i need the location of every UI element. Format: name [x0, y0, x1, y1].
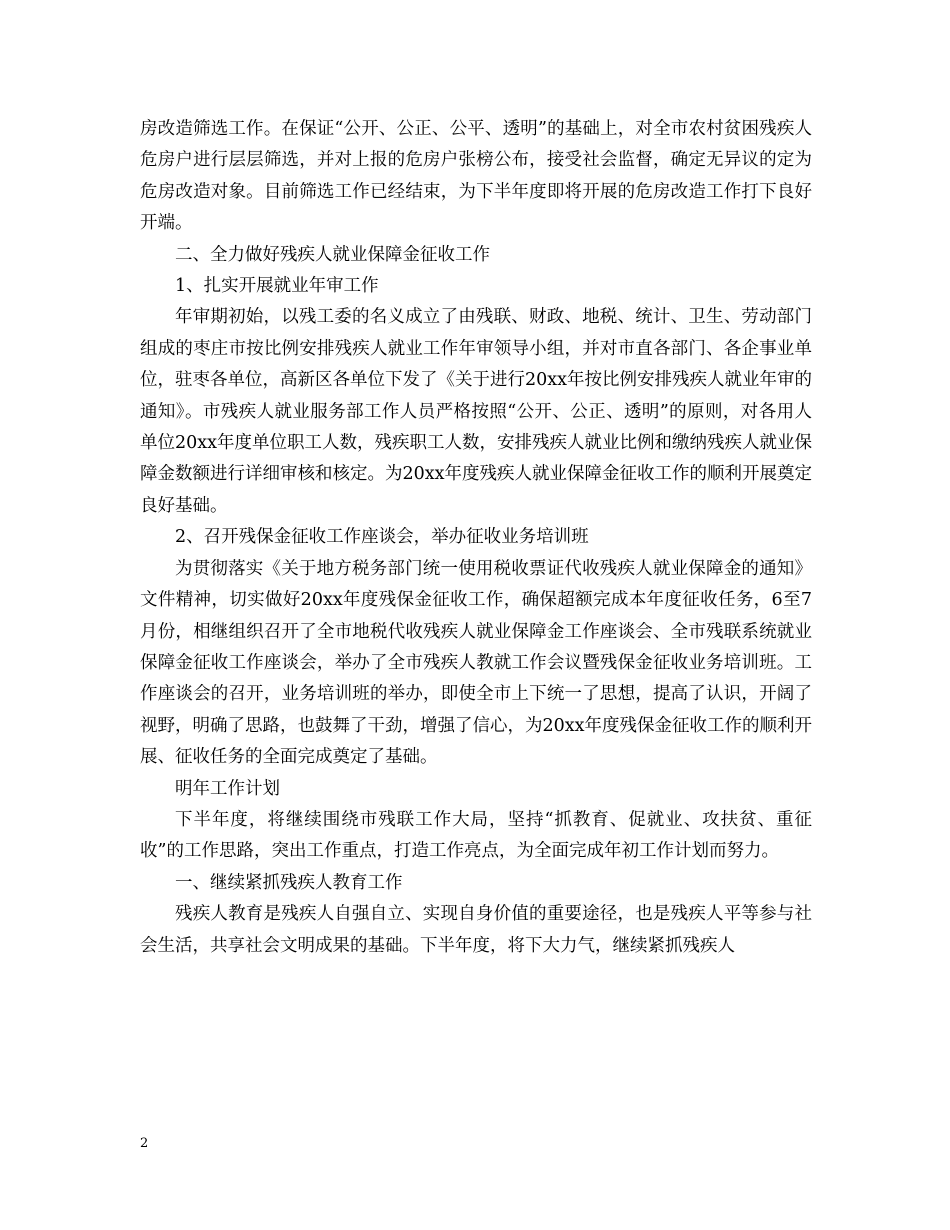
- section-heading: 二、全力做好残疾人就业保障金征收工作: [175, 244, 490, 265]
- paragraph: 下半年度，将继续围绕市残联工作大局，坚持“抓教育、促就业、攻扶贫、重征收”的工作思路，突出工作重点，打造工作亮点，为全面完成年初工作计划而努力。: [140, 809, 812, 862]
- subsection-heading: 1、扎实开展就业年审工作: [175, 276, 379, 297]
- document-body: [140, 114, 812, 962]
- paragraph: 房改造筛选工作。在保证“公开、公正、公平、透明”的基础上，对全市农村贫困残疾人危房户进行层层筛选，并对上报的危房户张榜公布，接受社会监督，确定无异议的定为危房改造对象。目前筛选工作已经结束，为下半年度即将开展的危房改造工作打下良好开端。: [140, 119, 812, 234]
- section-heading: 明年工作计划: [175, 778, 280, 799]
- section-heading: 一、继续紧抓残疾人教育工作: [175, 872, 403, 893]
- paragraph: 年审期初始，以残工委的名义成立了由残联、财政、地税、统计、卫生、劳动部门组成的枣庄市按比例安排残疾人就业工作年审领导小组，并对市直各部门、各企事业单位，驻枣各单位，高新区各单位下发了《关于进行20xx年按比例安排残疾人就业年审的通知》。市残疾人就业服务部工作人员严格按照“公开、公正、透明”的原则，对各用人单位20xx年度单位职工人数，残疾职工人数，安排残疾人就业比例和缴纳残疾人就业保障金数额进行详细审核和核定。为20xx年度残疾人就业保障金征收工作的顺利开展奠定良好基础。: [140, 307, 813, 516]
- paragraph: 残疾人教育是残疾人自强自立、实现自身价值的重要途径，也是残疾人平等参与社会生活，共享社会文明成果的基础。下半年度，将下大力气，继续紧抓残疾人: [140, 904, 812, 956]
- subsection-heading: 2、召开残保金征收工作座谈会，举办征收业务培训班: [175, 527, 589, 548]
- page-number: 2: [140, 1136, 149, 1151]
- paragraph: 为贯彻落实《关于地方税务部门统一使用税收票证代收残疾人就业保障金的通知》文件精神，切实做好20xx年度残保金征收工作，确保超额完成本年度征收任务，6至7月份，相继组织召开了全市地税代收残疾人就业保障金工作座谈会、全市残联系统就业保障金征收工作座谈会，举办了全市残疾人教就工作会议暨残保金征收业务培训班。工作座谈会的召开，业务培训班的举办，即使全市上下统一了思想，提高了认识，开阔了视野，明确了思路，也鼓舞了干劲，增强了信心，为20xx年度残保金征收工作的顺利开展、征收任务的全面完成奠定了基础。: [140, 558, 813, 768]
